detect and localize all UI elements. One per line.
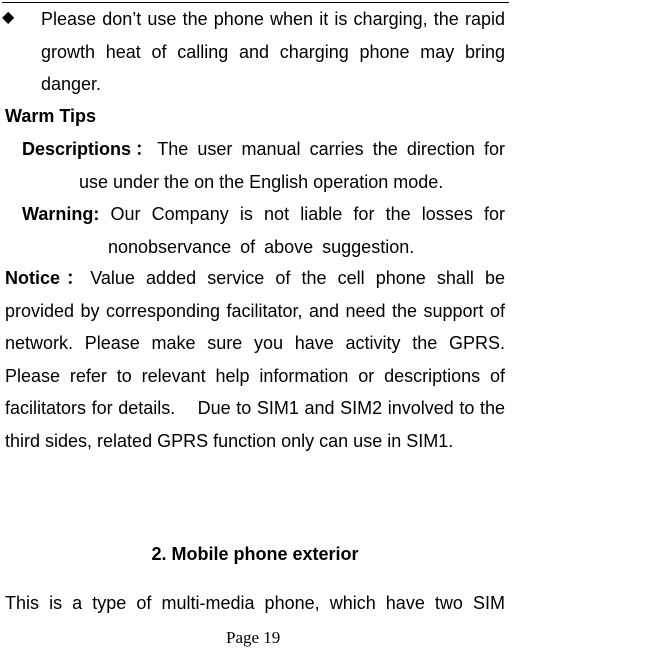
bullet-paragraph (41, 3, 505, 101)
notice-text: Value added service of the cell phone shall be provided by corresponding facilitator, and need the support of network. Please make sure you have activity the GPRS. Please refer to relevant help information or descriptions of facilitators for details. Due to SIM1 and SIM2 involved to the third sides, related GPRS function only can use in SIM1. (5, 268, 511, 451)
descriptions-text: The user manual carries the direction for use under the on the English operation mode. (79, 139, 505, 192)
warm-tips-heading (5, 100, 96, 133)
page-number (226, 622, 280, 655)
notice-label: Notice： (5, 268, 91, 288)
page-number-text: Page 19 (226, 628, 281, 647)
warning-text: Our Company is not liable for the losses for nonobservance of above suggestion. (108, 204, 505, 257)
section-intro (5, 587, 505, 620)
warning-paragraph (22, 198, 505, 263)
descriptions-label: Descriptions： (22, 139, 158, 159)
warning-label: Warning: (22, 204, 100, 224)
descriptions-paragraph (22, 133, 505, 198)
section-intro-text: This is a type of multi-media phone, which have two SIM (5, 593, 505, 613)
section-heading (5, 538, 505, 571)
section-heading-text: 2. Mobile phone exterior (151, 544, 359, 564)
warm-tips-heading-text: Warm Tips (5, 106, 97, 126)
diamond-bullet-icon: ◆ (2, 9, 15, 26)
notice-paragraph (5, 262, 511, 457)
bullet-text: Please don’t use the phone when it is charging, the rapid growth heat of calling and charging phone may bring danger. (41, 9, 505, 94)
